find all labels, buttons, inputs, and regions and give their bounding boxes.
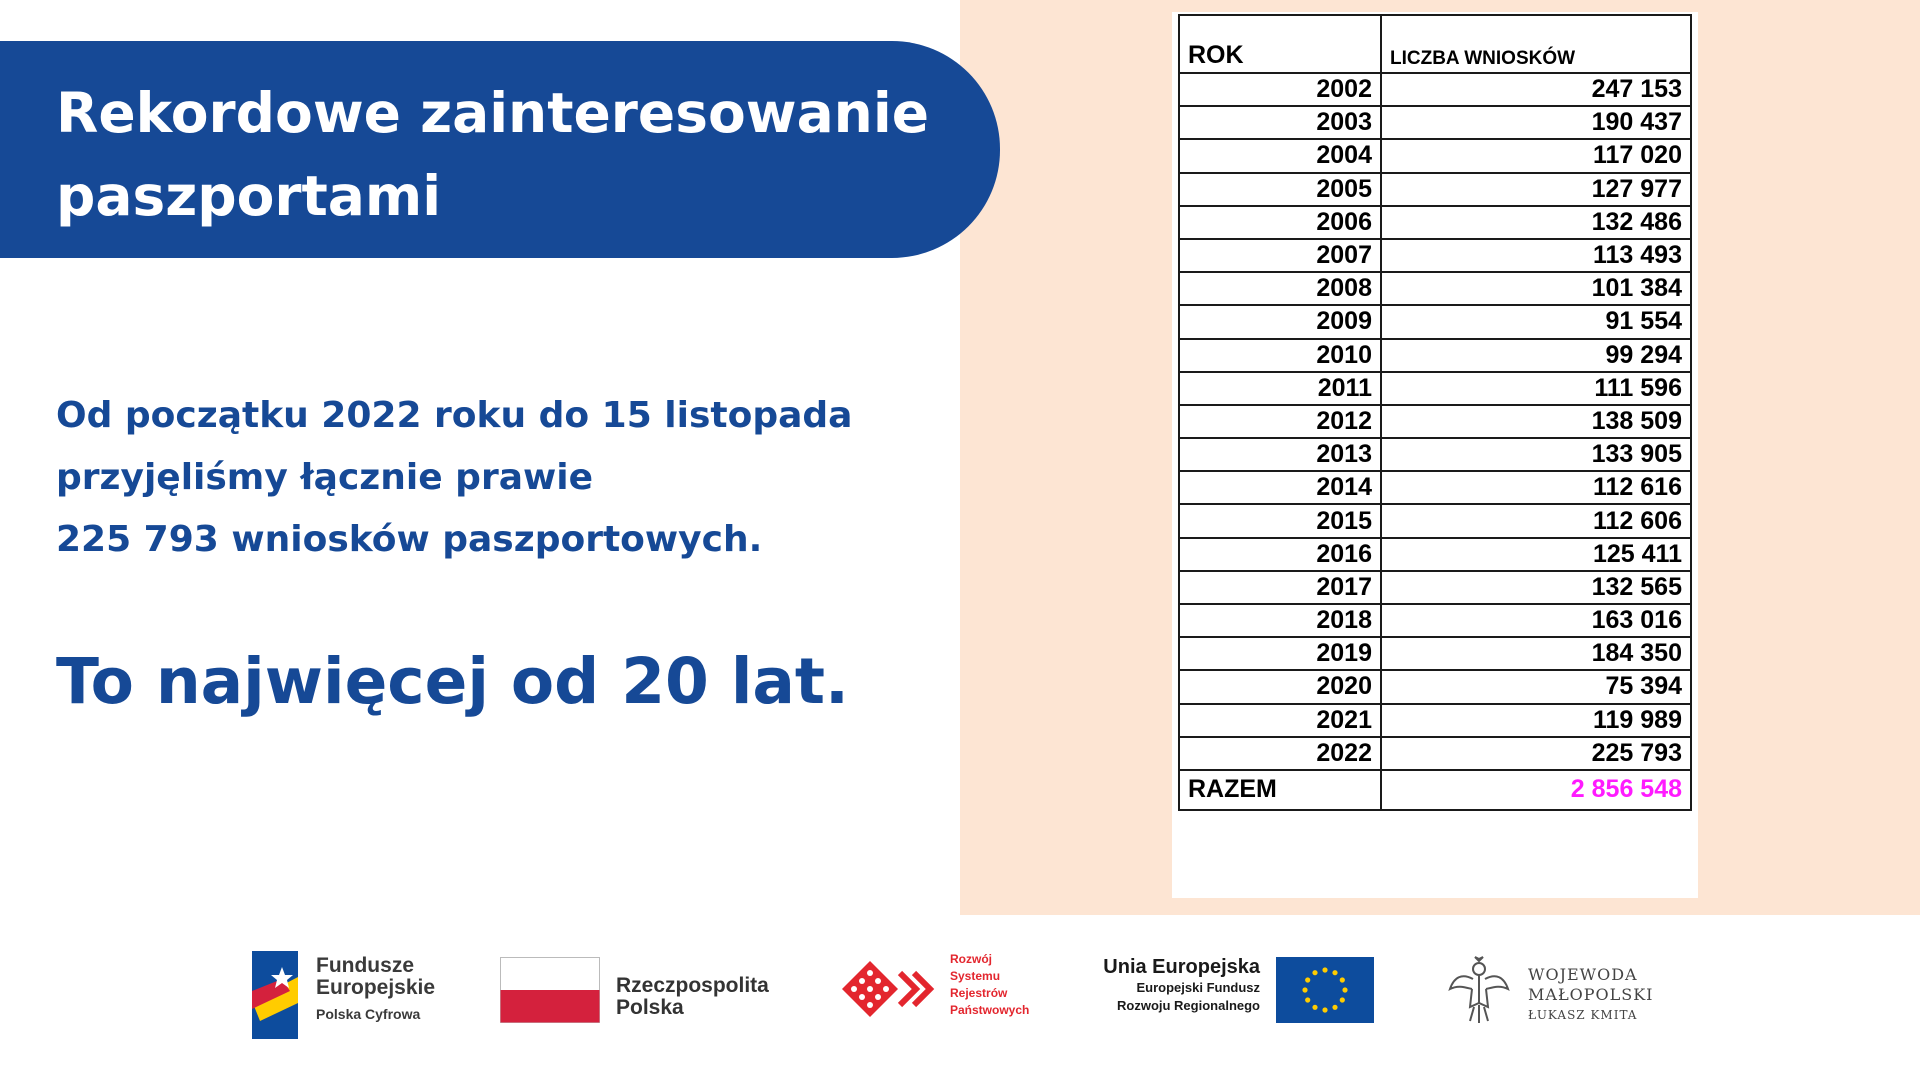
- rp-label-2: Polska: [616, 996, 684, 1019]
- fundusze-europejskie-emblem: [252, 951, 300, 1039]
- eu-star-icon: [1312, 1005, 1317, 1010]
- partner-logos-strip: [0, 915, 1920, 1080]
- table-row: [1179, 405, 1691, 438]
- polish-flag-icon: [500, 957, 600, 1023]
- total-value: 2 856 548: [1381, 770, 1691, 810]
- table-row: [1179, 704, 1691, 737]
- eu-star-icon: [1312, 970, 1317, 975]
- ue-label-3: Rozwoju Regionalnego: [1117, 998, 1260, 1013]
- lead-line-2: przyjęliśmy łącznie prawie: [56, 457, 594, 498]
- table-row: [1179, 737, 1691, 770]
- cell-count: 138 509: [1381, 405, 1691, 438]
- rsrp-label-4: Państwowych: [950, 1003, 1030, 1017]
- cell-year: 2017: [1179, 571, 1381, 604]
- cell-year: 2002: [1179, 73, 1381, 106]
- ue-label-2: Europejski Fundusz: [1136, 980, 1260, 995]
- cell-count: 132 486: [1381, 206, 1691, 239]
- rsrp-emblem-icon: [840, 959, 936, 1025]
- rsrp-label-2: Systemu: [950, 969, 1001, 983]
- page-title: [56, 72, 956, 238]
- cell-year: 2009: [1179, 305, 1381, 338]
- eu-flag-icon: [1276, 957, 1374, 1023]
- fe-label-2: Europejskie: [316, 976, 436, 999]
- table-row: [1179, 372, 1691, 405]
- eu-star-icon: [1340, 977, 1345, 982]
- table-row: [1179, 139, 1691, 172]
- cell-year: 2012: [1179, 405, 1381, 438]
- cell-count: 133 905: [1381, 438, 1691, 471]
- applications-table: [1178, 14, 1692, 811]
- table-row: [1179, 438, 1691, 471]
- cell-year: 2005: [1179, 173, 1381, 206]
- table-row: [1179, 173, 1691, 206]
- cell-count: 132 565: [1381, 571, 1691, 604]
- table-row: [1179, 272, 1691, 305]
- table-row: [1179, 604, 1691, 637]
- table-body: [1179, 73, 1691, 810]
- cell-year: 2016: [1179, 538, 1381, 571]
- cell-year: 2022: [1179, 737, 1381, 770]
- lead-paragraph: [56, 385, 936, 571]
- table-row: [1179, 73, 1691, 106]
- eu-star-icon: [1322, 1007, 1327, 1012]
- cell-year: 2014: [1179, 471, 1381, 504]
- cell-count: 119 989: [1381, 704, 1691, 737]
- eu-star-icon: [1332, 970, 1337, 975]
- header-year: ROK: [1179, 15, 1381, 73]
- logo-wojewoda-malopolski: [1448, 947, 1668, 1042]
- cell-count: 127 977: [1381, 173, 1691, 206]
- cell-year: 2008: [1179, 272, 1381, 305]
- table-row: [1179, 670, 1691, 703]
- table-header-row: [1179, 15, 1691, 73]
- table-row: [1179, 504, 1691, 537]
- page-title-line-1: Rekordowe zainteresowanie: [56, 81, 929, 145]
- table-total-row: [1179, 770, 1691, 810]
- table-row: [1179, 571, 1691, 604]
- cell-count: 112 606: [1381, 504, 1691, 537]
- cell-count: 125 411: [1381, 538, 1691, 571]
- rp-label-1: Rzeczpospolita: [616, 974, 769, 997]
- eu-star-icon: [1302, 987, 1307, 992]
- highlight-statement: To najwięcej od 20 lat.: [56, 645, 849, 718]
- cell-year: 2018: [1179, 604, 1381, 637]
- eu-star-icon: [1305, 997, 1310, 1002]
- cell-year: 2004: [1179, 139, 1381, 172]
- eu-star-icon: [1332, 1005, 1337, 1010]
- lead-line-3: 225 793 wniosków paszportowych.: [56, 519, 763, 560]
- table-row: [1179, 305, 1691, 338]
- eu-star-icon: [1340, 997, 1345, 1002]
- cell-count: 225 793: [1381, 737, 1691, 770]
- table-row: [1179, 471, 1691, 504]
- cell-count: 91 554: [1381, 305, 1691, 338]
- cell-count: 112 616: [1381, 471, 1691, 504]
- total-label: RAZEM: [1179, 770, 1381, 810]
- cell-year: 2003: [1179, 106, 1381, 139]
- logo-rzeczpospolita-polska: [500, 947, 800, 1042]
- cell-count: 113 493: [1381, 239, 1691, 272]
- cell-count: 190 437: [1381, 106, 1691, 139]
- header-count: LICZBA WNIOSKÓW: [1381, 15, 1691, 73]
- cell-year: 2006: [1179, 206, 1381, 239]
- table-row: [1179, 206, 1691, 239]
- cell-count: 163 016: [1381, 604, 1691, 637]
- cell-year: 2007: [1179, 239, 1381, 272]
- lead-line-1: Od początku 2022 roku do 15 listopada: [56, 395, 853, 436]
- applications-table-card: [1172, 12, 1698, 898]
- logo-fundusze-europejskie: [252, 947, 452, 1042]
- cell-year: 2015: [1179, 504, 1381, 537]
- table-row: [1179, 339, 1691, 372]
- cell-year: 2011: [1179, 372, 1381, 405]
- wm-label-2: MAŁOPOLSKI: [1528, 985, 1654, 1004]
- cell-year: 2020: [1179, 670, 1381, 703]
- cell-count: 247 153: [1381, 73, 1691, 106]
- logo-unia-europejska: [1086, 947, 1386, 1042]
- polish-eagle-icon: [1448, 955, 1510, 1027]
- cell-year: 2019: [1179, 637, 1381, 670]
- ue-label-1: Unia Europejska: [1103, 956, 1260, 978]
- fe-label-3: Polska Cyfrowa: [316, 1006, 421, 1022]
- fe-label-1: Fundusze: [316, 954, 414, 977]
- table-row: [1179, 637, 1691, 670]
- cell-count: 101 384: [1381, 272, 1691, 305]
- cell-count: 75 394: [1381, 670, 1691, 703]
- cell-count: 99 294: [1381, 339, 1691, 372]
- table-row: [1179, 106, 1691, 139]
- eu-star-icon: [1305, 977, 1310, 982]
- wm-label-1: WOJEWODA: [1528, 965, 1638, 984]
- rsrp-label-1: Rozwój: [950, 952, 992, 966]
- eu-star-icon: [1322, 967, 1327, 972]
- wm-label-3: ŁUKASZ KMITA: [1528, 1008, 1638, 1022]
- cell-year: 2021: [1179, 704, 1381, 737]
- cell-count: 111 596: [1381, 372, 1691, 405]
- cell-count: 184 350: [1381, 637, 1691, 670]
- cell-year: 2013: [1179, 438, 1381, 471]
- cell-year: 2010: [1179, 339, 1381, 372]
- rsrp-label-3: Rejestrów: [950, 986, 1008, 1000]
- cell-count: 117 020: [1381, 139, 1691, 172]
- eu-star-icon: [1342, 987, 1347, 992]
- table-row: [1179, 538, 1691, 571]
- page-title-line-2: paszportami: [56, 164, 442, 228]
- logo-rozwoj-systemu-rejestrow: [840, 947, 1040, 1042]
- table-row: [1179, 239, 1691, 272]
